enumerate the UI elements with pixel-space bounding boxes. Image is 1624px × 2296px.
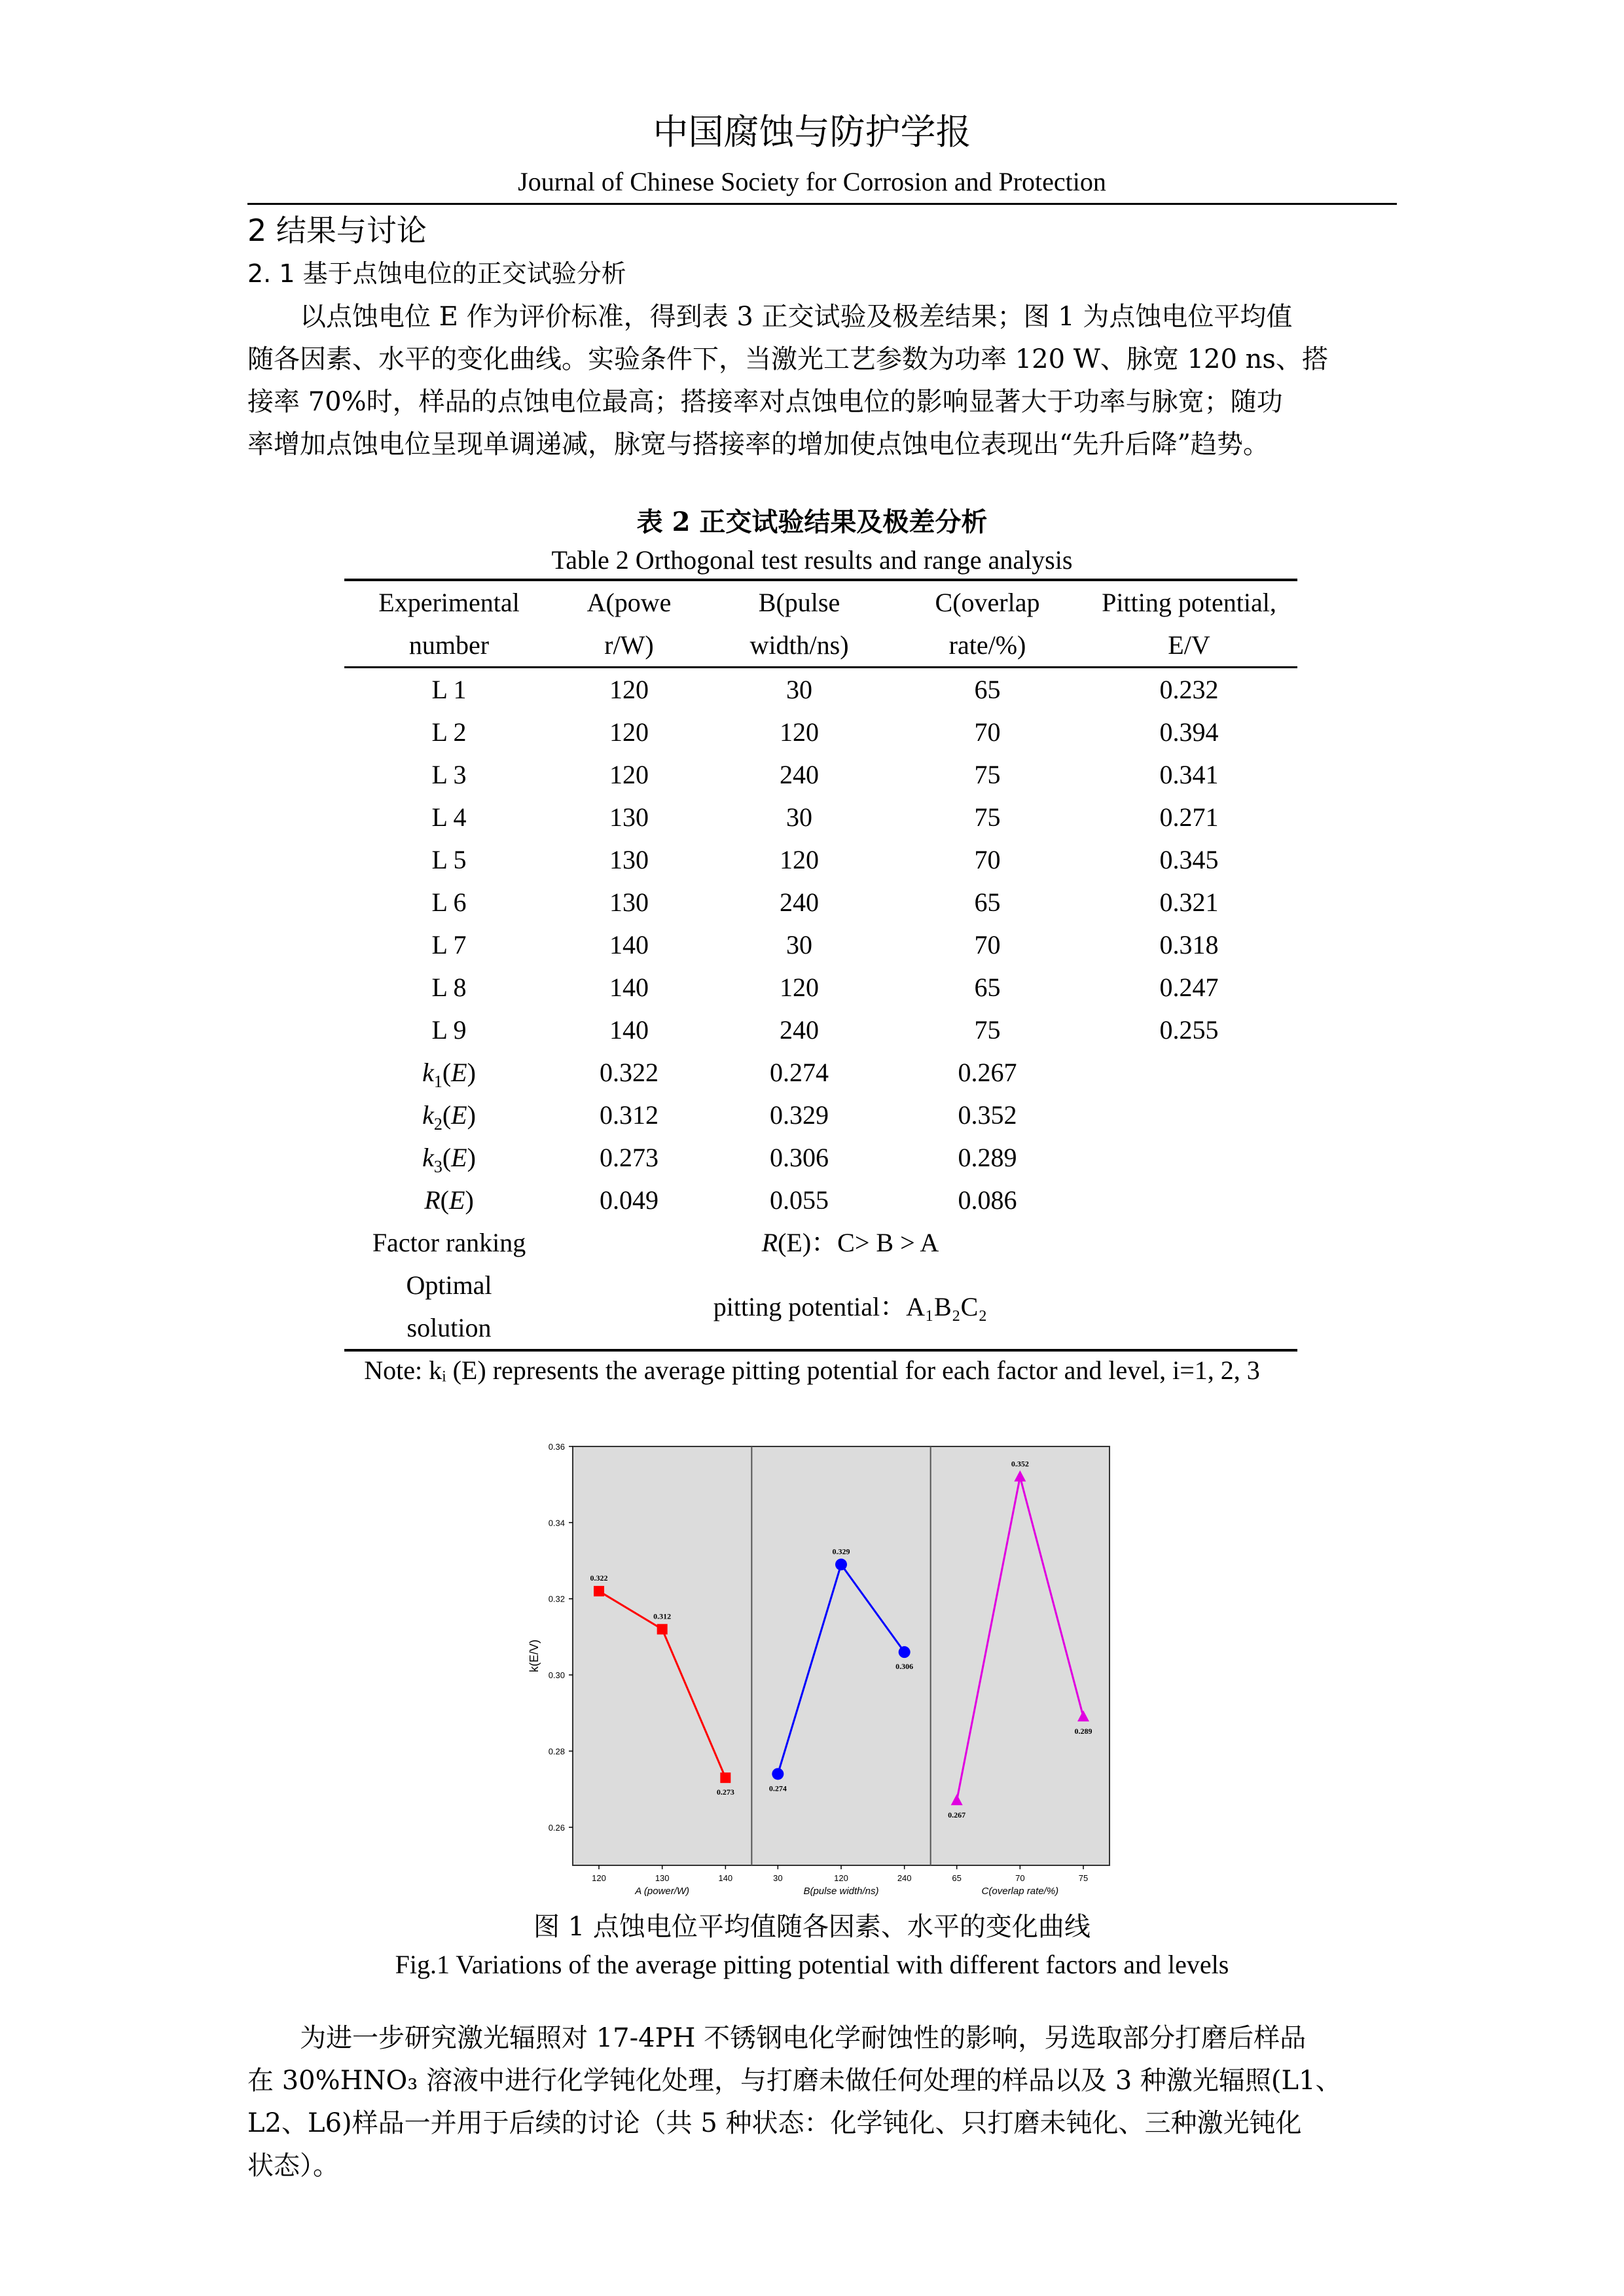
table-cell: L 8 xyxy=(431,973,467,1002)
range-row xyxy=(344,1051,1297,1094)
x-tick-label: 140 xyxy=(718,1873,733,1883)
header-cell: B(pulse xyxy=(704,580,894,624)
table-row xyxy=(344,668,1297,711)
figure-caption-cn: 图 1 点蚀电位平均值随各因素、水平的变化曲线 xyxy=(533,1912,1091,1942)
paragraph-line: 为进一步研究激光辐照对 17-4PH 不锈钢电化学耐蚀性的影响，另选取部分打磨后样品 xyxy=(300,2023,1307,2053)
table-cell: 120 xyxy=(780,973,819,1002)
table-cell: 120 xyxy=(609,675,649,704)
paragraph-line: L2、L6)样品一并用于后续的讨论（共 5 种状态：化学钝化、只打磨未钝化、三种激光钝化 xyxy=(247,2108,1302,2138)
optimal-solution-value: pitting potential：A₁B₂C₂ xyxy=(554,1264,1297,1350)
paragraph-line: 接率 70%时，样品的点蚀电位最高；搭接率对点蚀电位的影响显著大于功率与脉宽；随功 xyxy=(247,387,1283,417)
y-tick-label: 0.32 xyxy=(548,1594,565,1604)
empty-cell xyxy=(1081,1179,1297,1221)
range-cell: 0.306 xyxy=(770,1143,829,1172)
empty-cell xyxy=(1081,1136,1297,1179)
table-cell: 0.318 xyxy=(1159,930,1219,960)
pitting-potential-chart xyxy=(517,1427,1132,1898)
range-row xyxy=(344,1136,1297,1179)
table-cell: 0.255 xyxy=(1159,1015,1219,1045)
paragraph-line: 率增加点蚀电位呈现单调递减，脉宽与搭接率的增加使点蚀电位表现出“先升后降”趋势。 xyxy=(247,429,1269,459)
data-label: 0.322 xyxy=(590,1573,608,1583)
range-cell: 0.274 xyxy=(770,1058,829,1087)
journal-title-en: Journal of Chinese Society for Corrosion and Protection xyxy=(518,167,1106,196)
table-cell: 0.345 xyxy=(1159,845,1219,874)
table-row xyxy=(344,924,1297,966)
range-row-label: R(E) xyxy=(424,1185,474,1215)
data-point xyxy=(899,1646,911,1658)
table-row xyxy=(344,1009,1297,1051)
table-cell: 30 xyxy=(786,930,812,960)
x-tick-label: 120 xyxy=(592,1873,606,1883)
table-cell: 30 xyxy=(786,802,812,832)
table-row xyxy=(344,753,1297,796)
factor-ranking-label: Factor ranking xyxy=(372,1228,526,1257)
range-cell: 0.312 xyxy=(600,1100,659,1130)
table-body xyxy=(344,668,1297,1052)
table-cell: 75 xyxy=(974,802,1001,832)
table-cell: L 1 xyxy=(431,675,467,704)
table-caption-en: Table 2 Orthogonal test results and range analysis xyxy=(551,545,1073,575)
table-note: Note: kᵢ (E) represents the average pitting potential for each factor and level, i=1, 2, 3 xyxy=(364,1355,1260,1385)
x-tick-label: 130 xyxy=(655,1873,670,1883)
empty-cell xyxy=(1081,1094,1297,1136)
x-axis-label: B(pulse width/ns) xyxy=(803,1886,879,1897)
empty-cell xyxy=(1081,1051,1297,1094)
data-point xyxy=(835,1558,847,1570)
paragraph-line: 以点蚀电位 E 作为评价标准，得到表 3 正交试验及极差结果；图 1 为点蚀电位平均值 xyxy=(300,302,1293,332)
table-row xyxy=(344,881,1297,924)
table-cell: 140 xyxy=(609,930,649,960)
table-cell: 30 xyxy=(786,675,812,704)
table-cell: 65 xyxy=(974,675,1001,704)
table-cell: 0.247 xyxy=(1159,973,1219,1002)
table-cell: 70 xyxy=(974,717,1001,747)
table-row xyxy=(344,966,1297,1009)
table-cell: 120 xyxy=(780,717,819,747)
data-point xyxy=(594,1586,604,1596)
table-cell: 120 xyxy=(609,717,649,747)
data-point xyxy=(720,1772,731,1783)
section-heading: 2 结果与讨论 xyxy=(247,213,427,248)
table-cell: 240 xyxy=(780,888,819,917)
data-label: 0.312 xyxy=(653,1611,672,1621)
range-cell: 0.267 xyxy=(958,1058,1017,1087)
table-caption-cn: 表 2 正交试验结果及极差分析 xyxy=(636,507,988,537)
paragraph-2 xyxy=(247,2017,1397,2187)
data-point xyxy=(772,1768,784,1780)
header-cell: E/V xyxy=(1081,624,1297,668)
table-cell: 0.321 xyxy=(1159,888,1219,917)
journal-title-cn: 中国腐蚀与防护学报 xyxy=(653,111,971,152)
range-cell: 0.055 xyxy=(770,1185,829,1215)
range-row-label: $k_2(E)$ xyxy=(422,1100,476,1134)
x-tick-label: 75 xyxy=(1078,1873,1089,1883)
x-tick-label: 120 xyxy=(834,1873,848,1883)
data-label: 0.273 xyxy=(716,1787,734,1797)
table-cell: 130 xyxy=(609,888,649,917)
table-cell: 140 xyxy=(609,1015,649,1045)
table-cell: L 5 xyxy=(431,845,467,874)
x-tick-label: 65 xyxy=(952,1873,962,1883)
header-cell: width/ns) xyxy=(704,624,894,668)
range-row xyxy=(344,1094,1297,1136)
table-cell: 65 xyxy=(974,888,1001,917)
data-label: 0.274 xyxy=(768,1784,787,1793)
header-cell: rate/%) xyxy=(894,624,1081,668)
table-cell: 130 xyxy=(609,802,649,832)
paragraph-1 xyxy=(247,296,1397,466)
x-axis-label: C(overlap rate/%) xyxy=(981,1886,1059,1897)
range-cell: 0.086 xyxy=(958,1185,1017,1215)
header-rule xyxy=(247,203,1397,205)
range-row xyxy=(344,1179,1297,1221)
paragraph-line: 随各因素、水平的变化曲线。实验条件下，当激光工艺参数为功率 120 W、脉宽 120 ns、搭 xyxy=(247,344,1328,374)
header-cell: Pitting potential, xyxy=(1081,580,1297,624)
table-cell: 75 xyxy=(974,760,1001,789)
table-cell: L 3 xyxy=(431,760,467,789)
header-cell: Experimental xyxy=(344,580,554,624)
orthogonal-test-table xyxy=(344,579,1297,1352)
data-point xyxy=(657,1624,668,1634)
data-label: 0.289 xyxy=(1074,1727,1092,1736)
table-cell: 0.341 xyxy=(1159,760,1219,789)
table-cell: 130 xyxy=(609,845,649,874)
x-axis-label: A (power/W) xyxy=(635,1886,690,1897)
range-cell: 0.289 xyxy=(958,1143,1017,1172)
table-cell: 70 xyxy=(974,930,1001,960)
table-cell: 0.394 xyxy=(1159,717,1219,747)
data-label: 0.267 xyxy=(948,1810,966,1820)
range-rows xyxy=(344,1051,1297,1221)
table-row xyxy=(344,838,1297,881)
table-cell: L 2 xyxy=(431,717,467,747)
factor-ranking-value: R(E)：C> B > A xyxy=(761,1228,939,1257)
table-cell: 0.232 xyxy=(1159,675,1219,704)
data-label: 0.306 xyxy=(895,1662,914,1672)
range-cell: 0.049 xyxy=(600,1185,659,1215)
figure-caption-en: Fig.1 Variations of the average pitting potential with different factors and levels xyxy=(395,1950,1229,1979)
header-cell: r/W) xyxy=(554,624,704,668)
table-cell: 120 xyxy=(609,760,649,789)
table-cell: 140 xyxy=(609,973,649,1002)
table-cell: 65 xyxy=(974,973,1001,1002)
y-axis-label: k(E/V) xyxy=(528,1639,541,1673)
y-tick-label: 0.36 xyxy=(548,1442,565,1452)
range-cell: 0.352 xyxy=(958,1100,1017,1130)
table-cell: 0.271 xyxy=(1159,802,1219,832)
y-tick-label: 0.34 xyxy=(548,1518,565,1528)
range-cell: 0.322 xyxy=(600,1058,659,1087)
range-row-label: $k_1(E)$ xyxy=(422,1058,476,1091)
table-row xyxy=(344,711,1297,753)
optimal-solution-label: Optimal solution xyxy=(344,1264,554,1350)
range-row-label: $k_3(E)$ xyxy=(422,1143,476,1176)
paragraph-line: 状态）。 xyxy=(247,2151,339,2181)
header-cell: A(powe xyxy=(554,580,704,624)
table-cell: L 6 xyxy=(431,888,467,917)
table-cell: 120 xyxy=(780,845,819,874)
table-cell: L 9 xyxy=(431,1015,467,1045)
header-cell: number xyxy=(344,624,554,668)
y-tick-label: 0.30 xyxy=(548,1670,565,1681)
y-tick-label: 0.28 xyxy=(548,1746,565,1757)
y-tick-label: 0.26 xyxy=(548,1822,565,1833)
table-cell: 75 xyxy=(974,1015,1001,1045)
table-cell: L 4 xyxy=(431,802,467,832)
table-cell: 240 xyxy=(780,1015,819,1045)
subsection-heading: 2. 1 基于点蚀电位的正交试验分析 xyxy=(247,259,626,288)
table-cell: 240 xyxy=(780,760,819,789)
range-cell: 0.329 xyxy=(770,1100,829,1130)
range-cell: 0.273 xyxy=(600,1143,659,1172)
data-label: 0.329 xyxy=(832,1547,850,1556)
x-tick-label: 240 xyxy=(897,1873,912,1883)
table-cell: 70 xyxy=(974,845,1001,874)
table-cell: L 7 xyxy=(431,930,467,960)
paragraph-line: 在 30%HNO₃ 溶液中进行化学钝化处理，与打磨未做任何处理的样品以及 3 种激光辐照(L1、 xyxy=(247,2066,1342,2096)
data-label: 0.352 xyxy=(1011,1459,1029,1469)
table-row xyxy=(344,796,1297,838)
header-cell: C(overlap xyxy=(894,580,1081,624)
x-tick-label: 70 xyxy=(1015,1873,1025,1883)
x-tick-label: 30 xyxy=(773,1873,783,1883)
